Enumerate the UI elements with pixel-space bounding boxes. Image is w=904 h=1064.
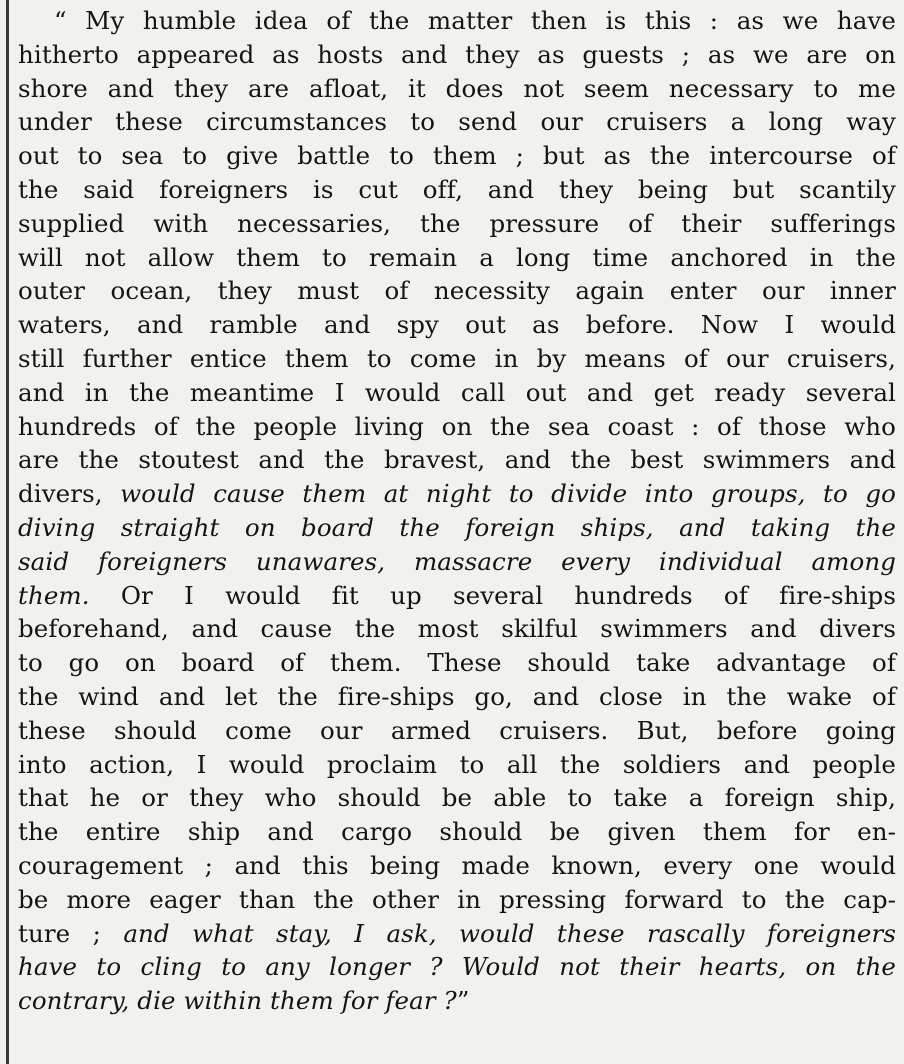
- column-rule: [6, 0, 9, 1064]
- text-segment: under these circumstances to send our cruisers a long way: [18, 107, 896, 137]
- text-segment: divers,: [18, 479, 121, 509]
- text-segment: outer ocean, they must of necessity again enter our inner: [18, 276, 896, 306]
- text-segment: that he or they who should be able to take a foreign ship,: [18, 783, 896, 813]
- text-segment: and in the meantime I would call out and get ready several: [18, 377, 896, 407]
- text-line: [18, 4, 896, 38]
- italic-segment: diving straight on board the foreign ships, and taking the: [18, 512, 896, 542]
- text-segment: these should come our armed cruisers. But, before going: [18, 715, 896, 745]
- text-line: [18, 38, 896, 72]
- text-line: [18, 815, 896, 849]
- text-segment: be more eager than the other in pressing forward to the cap-: [18, 884, 896, 914]
- text-line: [18, 410, 896, 444]
- text-line: [18, 917, 896, 951]
- italic-segment: them.: [18, 580, 90, 610]
- text-line: [18, 950, 896, 984]
- text-segment: ture ;: [18, 918, 124, 948]
- text-line: [18, 545, 896, 579]
- text-segment: out to sea to give battle to them ; but as the intercourse of: [18, 141, 896, 171]
- quoted-paragraph: [18, 4, 896, 1018]
- text-line: [18, 680, 896, 714]
- text-line: [18, 984, 896, 1018]
- text-line: [18, 342, 896, 376]
- text-line: [18, 748, 896, 782]
- text-line: [18, 173, 896, 207]
- text-segment: hitherto appeared as hosts and they as guests ; as we are on: [18, 39, 896, 69]
- text-segment: into action, I would proclaim to all the soldiers and people: [18, 749, 896, 779]
- text-line: [18, 443, 896, 477]
- text-segment: still further entice them to come in by means of our cruisers,: [18, 343, 896, 373]
- italic-segment: and what stay, I ask, would these rascally foreigners: [123, 918, 896, 948]
- text-segment: the said foreigners is cut off, and they being but scantily: [18, 174, 896, 204]
- text-line: [18, 883, 896, 917]
- text-segment: are the stoutest and the bravest, and the best swimmers and: [18, 445, 896, 475]
- italic-segment: contrary, die within them for fear ?: [18, 986, 457, 1016]
- text-segment: ”: [456, 986, 470, 1016]
- text-segment: waters, and ramble and spy out as before. Now I would: [18, 310, 896, 340]
- text-line: [18, 849, 896, 883]
- text-segment: Or I would fit up several hundreds of fire-ships: [89, 580, 896, 610]
- text-line: [18, 714, 896, 748]
- text-segment: supplied with necessaries, the pressure of their sufferings: [18, 208, 896, 238]
- text-segment: the wind and let the fire-ships go, and close in the wake of: [18, 681, 896, 711]
- text-line: [18, 207, 896, 241]
- text-line: [18, 477, 896, 511]
- text-segment: hundreds of the people living on the sea coast : of those who: [18, 411, 896, 441]
- text-line: [18, 139, 896, 173]
- italic-segment: have to cling to any longer ? Would not their hearts, on the: [18, 952, 896, 982]
- text-line: [18, 72, 896, 106]
- text-segment: shore and they are afloat, it does not seem necessary to me: [18, 73, 896, 103]
- italic-segment: would cause them at night to divide into groups, to go: [120, 479, 896, 509]
- text-line: [18, 105, 896, 139]
- text-segment: couragement ; and this being made known, every one would: [18, 850, 896, 880]
- text-segment: to go on board of them. These should take advantage of: [18, 648, 896, 678]
- text-line: [18, 781, 896, 815]
- text-segment: the entire ship and cargo should be given them for en-: [18, 817, 896, 847]
- text-line: [18, 241, 896, 275]
- italic-segment: said foreigners unawares, massacre every individual among: [18, 546, 896, 576]
- text-line: [18, 612, 896, 646]
- text-segment: “ My humble idea of the matter then is this : as we have: [54, 6, 896, 35]
- text-line: [18, 579, 896, 613]
- text-line: [18, 274, 896, 308]
- text-line: [18, 511, 896, 545]
- text-segment: will not allow them to remain a long time anchored in the: [18, 242, 896, 272]
- text-line: [18, 376, 896, 410]
- text-line: [18, 308, 896, 342]
- text-segment: beforehand, and cause the most skilful swimmers and divers: [18, 614, 896, 644]
- text-line: [18, 646, 896, 680]
